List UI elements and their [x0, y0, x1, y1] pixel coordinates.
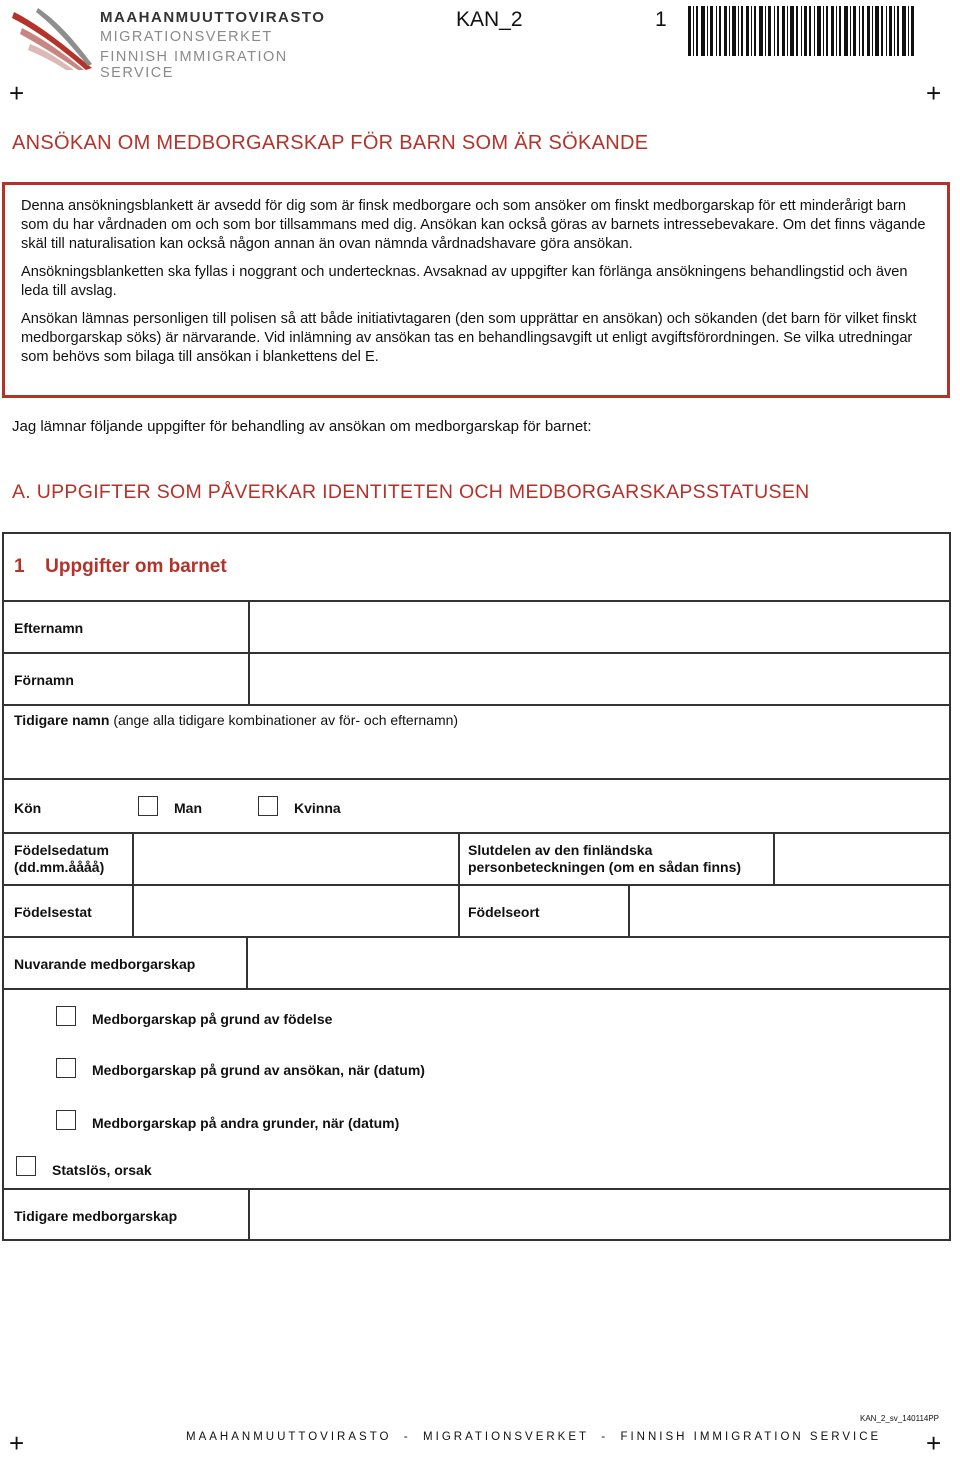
intro-line: Jag lämnar följande uppgifter för behandling av ansökan om medborgarskap för barnet: — [12, 418, 592, 435]
fornamn-field[interactable] — [250, 654, 949, 704]
slutdelen-label — [468, 842, 741, 876]
man-checkbox[interactable] — [138, 796, 158, 816]
fornamn-label: Förnamn — [14, 672, 74, 688]
logo — [8, 4, 338, 81]
footer-code: KAN_2_sv_140114PP — [860, 1414, 940, 1423]
section-1-heading — [14, 556, 227, 578]
registration-mark-icon: + — [926, 78, 942, 108]
ansokan-label: Medborgarskap på grund av ansökan, när (datum) — [92, 1062, 425, 1078]
statslos-label: Statslös, orsak — [52, 1162, 152, 1178]
section-a-heading: A. UPPGIFTER SOM PÅVERKAR IDENTITETEN OCH MEDBORGARSKAPSSTATUSEN — [12, 481, 810, 503]
org-name-sv: MIGRATIONSVERKET — [100, 29, 273, 45]
ansokan-checkbox[interactable] — [56, 1058, 76, 1078]
fodelseort-field[interactable] — [630, 886, 949, 936]
section-title: Uppgifter om barnet — [45, 556, 227, 577]
tidigare-namn-bold: Tidigare namn — [14, 712, 110, 728]
andra-grunder-label: Medborgarskap på andra grunder, när (datum) — [92, 1115, 400, 1131]
page-title: ANSÖKAN OM MEDBORGARSKAP FÖR BARN SOM ÄR SÖKANDE — [12, 132, 649, 154]
tidigare-namn-label — [14, 712, 458, 729]
fodelsedatum-text: Födelsedatum — [14, 842, 109, 858]
fodelsedatum-format: (dd.mm.åååå) — [14, 859, 105, 875]
registration-mark-icon: + — [9, 1428, 25, 1458]
kvinna-label: Kvinna — [294, 800, 341, 816]
bird-logo-icon — [8, 4, 94, 72]
tidigare-namn-hint: (ange alla tidigare kombinationer av för- och efternamn) — [109, 712, 459, 728]
efternamn-label: Efternamn — [14, 620, 84, 636]
form-code: KAN_2 — [456, 8, 523, 31]
man-label: Man — [174, 800, 202, 816]
tidigare-medborgarskap-label: Tidigare medborgarskap — [14, 1208, 178, 1224]
registration-mark-icon: + — [926, 1428, 942, 1458]
fodelse-checkbox[interactable] — [56, 1006, 76, 1026]
tidigare-namn-field[interactable] — [14, 732, 939, 776]
nuvarande-field[interactable] — [248, 938, 949, 988]
fodelseort-label: Födelseort — [468, 904, 540, 920]
footer-org-line: MAAHANMUUTTOVIRASTO - MIGRATIONSVERKET - FINNISH IMMIGRATION SERVICE — [186, 1431, 882, 1443]
nuvarande-label: Nuvarande medborgarskap — [14, 956, 196, 972]
registration-mark-icon: + — [9, 78, 25, 108]
kon-label: Kön — [14, 800, 42, 816]
fodelsestat-field[interactable] — [134, 886, 456, 936]
org-name-en: FINNISH IMMIGRATION SERVICE — [100, 49, 288, 81]
fodelsedatum-label — [14, 842, 109, 876]
efternamn-field[interactable] — [250, 602, 949, 652]
kvinna-checkbox[interactable] — [258, 796, 278, 816]
personbeteckning-field[interactable] — [775, 834, 949, 884]
slutdelen-line-1: Slutdelen av den finländska — [468, 842, 653, 858]
slutdelen-line-2: personbeteckningen (om en sådan finns) — [468, 859, 742, 875]
info-paragraph: Denna ansökningsblankett är avsedd för dig som är finsk medborgare och som ansöker om finskt medborgarskap för ett minderårigt barn som du har vårdnaden om och som bor tillsammans med dig. Ansökan kan också göras av barnets intressebevakare. Om det finns vägande skäl till naturalisation kan också någon annan än ovan nämnda vårdnadshavare göra ansökan. — [21, 198, 926, 252]
info-paragraph: Ansökan lämnas personligen till polisen så att både initiativtagaren (den som upprättar en ansökan) och sökanden (det barn för vilket finskt medborgarskap söks) är närvarande. Vid inlämning av ansökan tas en behandlingsavgift ut enligt avgiftsförordningen. Se vilka utredningar som behövs som bilaga till ansökan i blankettens del E. — [21, 311, 917, 365]
info-box — [2, 182, 950, 398]
page-number: 1 — [655, 8, 667, 31]
fodelsestat-label: Födelsestat — [14, 904, 92, 920]
fodelse-label: Medborgarskap på grund av födelse — [92, 1011, 333, 1027]
info-paragraph: Ansökningsblanketten ska fyllas i noggrant och undertecknas. Avsaknad av uppgifter kan förlänga ansökningens behandlingstid och även leda till avslag. — [21, 264, 908, 299]
org-name-fi: MAAHANMUUTTOVIRASTO — [100, 9, 326, 26]
tidigare-medborgarskap-field[interactable] — [250, 1190, 949, 1239]
andra-grunder-checkbox[interactable] — [56, 1110, 76, 1130]
barcode-icon — [688, 6, 918, 56]
fodelsedatum-field[interactable] — [134, 834, 456, 884]
statslos-checkbox[interactable] — [16, 1156, 36, 1176]
form-section-1 — [2, 532, 951, 1241]
section-number: 1 — [14, 556, 25, 577]
